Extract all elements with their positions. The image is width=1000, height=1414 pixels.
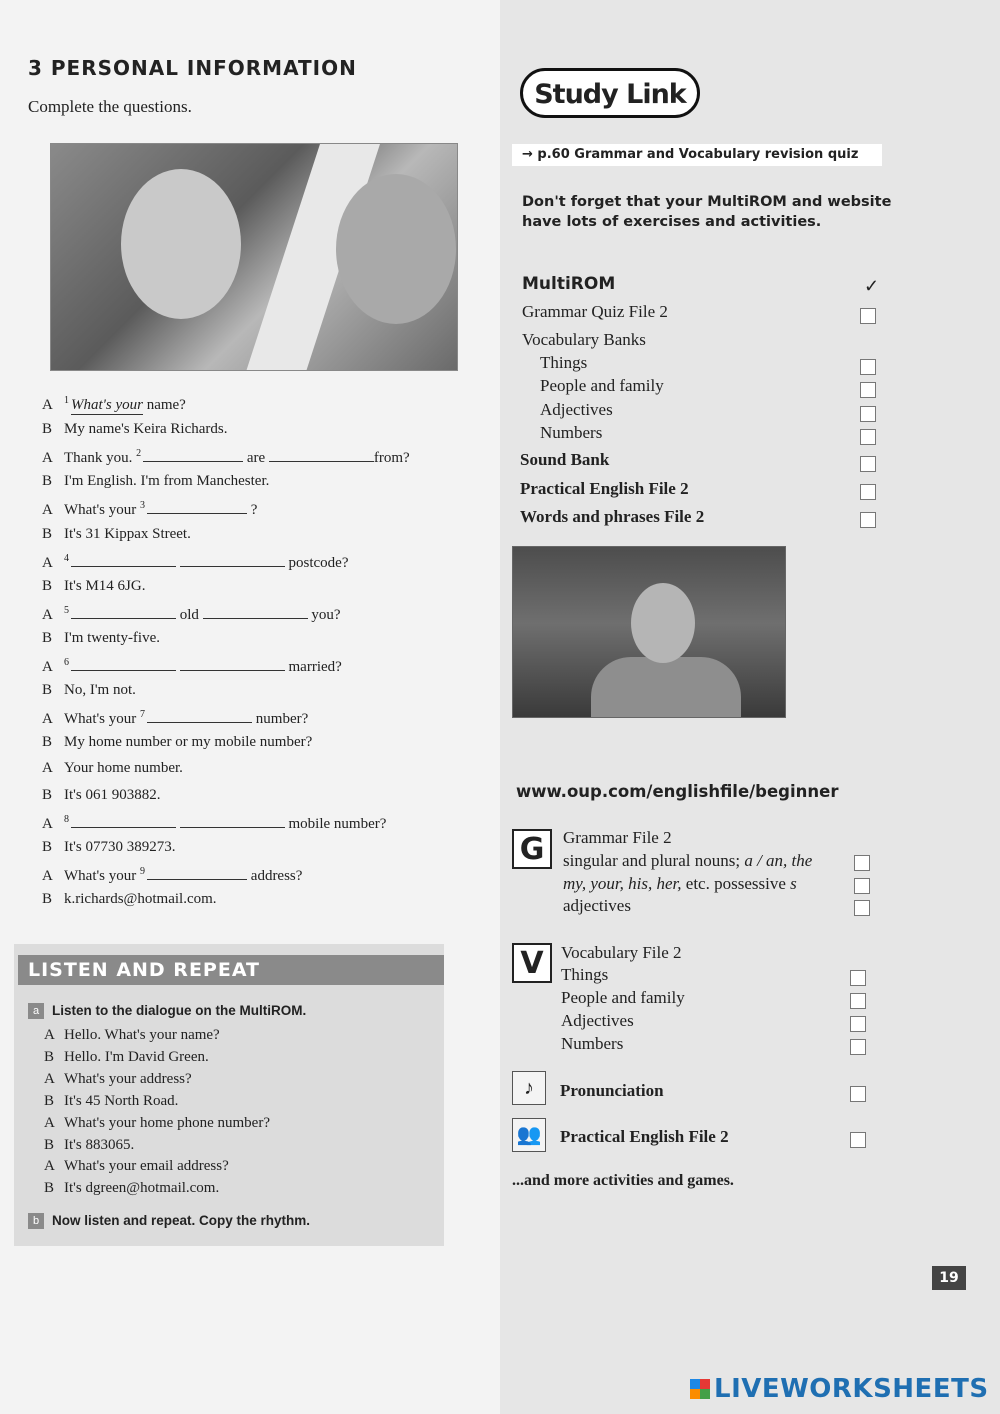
listen-line-text: What's your email address? bbox=[64, 1158, 229, 1175]
speaker-label: A bbox=[42, 760, 53, 777]
dialogue-text: Thank you. bbox=[64, 450, 137, 467]
listen-dialogue-line bbox=[44, 1180, 219, 1197]
dialogue-text: I'm twenty-five. bbox=[64, 629, 161, 646]
speaker-label: B bbox=[42, 838, 53, 855]
grammar-line-3: adjectives bbox=[563, 896, 631, 915]
dialogue-line bbox=[42, 839, 175, 856]
grammar-line-2 bbox=[563, 874, 797, 894]
dialogue-line bbox=[42, 604, 341, 624]
dont-forget-note: Don't forget that your MultiROM and website have lots of exercises and activities. bbox=[522, 194, 892, 230]
listen-instruction-b bbox=[28, 1212, 310, 1230]
question-number: 3 bbox=[140, 500, 146, 512]
speaker-label: B bbox=[42, 890, 53, 907]
answer-blank[interactable] bbox=[71, 552, 176, 567]
dialogue-text: old bbox=[176, 606, 203, 623]
speaker-label: B bbox=[42, 421, 53, 438]
speaker-label: B bbox=[42, 577, 53, 594]
checkbox-vocab-bank[interactable] bbox=[860, 359, 876, 375]
speaker-label: A bbox=[42, 397, 53, 413]
checkbox-grammar-2[interactable] bbox=[854, 878, 870, 894]
speaker-label: A bbox=[42, 554, 53, 571]
speaker-label: A bbox=[44, 1027, 55, 1043]
vocab-bank-item: Things bbox=[540, 353, 588, 372]
checkbox-vocab-bank[interactable] bbox=[860, 382, 876, 398]
checkbox-practical-english[interactable] bbox=[860, 484, 876, 500]
dialogue-text: mobile number? bbox=[284, 815, 387, 832]
checkbox-sound-bank[interactable] bbox=[860, 456, 876, 472]
dialogue-text: It's 07730 389273. bbox=[64, 838, 176, 855]
dialogue-line bbox=[42, 526, 191, 543]
dialogue-line bbox=[42, 656, 342, 676]
listen-dialogue-line bbox=[44, 1158, 229, 1175]
vocab-bank-item: People and family bbox=[540, 376, 664, 396]
question-number: 1 bbox=[64, 395, 69, 406]
checkbox-grammar-3[interactable] bbox=[854, 900, 870, 916]
vocab-file-item: Numbers bbox=[561, 1034, 624, 1053]
speaker-label: B bbox=[44, 1048, 55, 1065]
answer-blank[interactable] bbox=[147, 865, 247, 880]
more-activities: ...and more activities and games. bbox=[512, 1172, 734, 1189]
dialogue-text: married? bbox=[284, 659, 342, 675]
listen-line-text: It's 45 North Road. bbox=[64, 1092, 179, 1109]
speaker-label: A bbox=[42, 711, 53, 728]
dialogue-text: No, I'm not. bbox=[64, 682, 136, 699]
listen-line-text: It's 883065. bbox=[64, 1136, 135, 1153]
dialogue-text: you? bbox=[307, 606, 341, 623]
grammar-line-1-italic: a / an, the bbox=[744, 851, 813, 870]
dialogue-text: Your home number. bbox=[64, 760, 183, 777]
vocabulary-v-icon: V bbox=[512, 943, 552, 983]
dialogue-line bbox=[42, 499, 257, 519]
grammar-file-label: Grammar File 2 bbox=[563, 828, 672, 847]
dialogue-line bbox=[42, 760, 183, 777]
listen-instruction-b-text: Now listen and repeat. Copy the rhythm. bbox=[52, 1213, 311, 1228]
dialogue-text: What's your bbox=[64, 711, 141, 728]
checkbox-practical-english-2[interactable] bbox=[850, 1132, 866, 1148]
tick-icon: ✓ bbox=[864, 276, 880, 296]
speaker-label: A bbox=[42, 659, 53, 675]
pronunciation-label: Pronunciation bbox=[560, 1081, 664, 1100]
checkbox-vocab-file[interactable] bbox=[850, 1039, 866, 1055]
checkbox-vocab-file[interactable] bbox=[850, 1016, 866, 1032]
question-number: 5 bbox=[64, 604, 69, 616]
dialogue-line bbox=[42, 395, 186, 415]
speaker-label: A bbox=[44, 1070, 55, 1087]
answer-blank[interactable] bbox=[180, 656, 285, 671]
dialogue-text: It's 061 903882. bbox=[64, 786, 161, 803]
question-number: 6 bbox=[64, 657, 69, 668]
people-icon: 👥 bbox=[512, 1118, 546, 1152]
dialogue-text: What's your bbox=[64, 502, 141, 519]
question-number: 9 bbox=[140, 865, 146, 877]
photo-man-headset bbox=[512, 546, 786, 718]
speaker-label: B bbox=[42, 734, 53, 751]
checkbox-vocab-bank[interactable] bbox=[860, 429, 876, 445]
tag-b: b bbox=[28, 1213, 44, 1229]
grammar-g-icon: G bbox=[512, 829, 552, 869]
listen-dialogue-line bbox=[44, 1071, 192, 1088]
answer-blank[interactable] bbox=[269, 447, 374, 462]
pronunciation-icon: ♪ bbox=[512, 1071, 546, 1105]
vocab-file-item: Adjectives bbox=[561, 1011, 634, 1030]
dialogue-text: k.richards@hotmail.com. bbox=[64, 890, 217, 907]
question-number: 4 bbox=[64, 552, 69, 564]
listen-dialogue-line bbox=[44, 1027, 220, 1044]
question-number: 8 bbox=[64, 813, 69, 825]
dialogue-text: name? bbox=[142, 397, 186, 413]
listen-line-text: It's dgreen@hotmail.com. bbox=[64, 1180, 220, 1197]
page-number: 19 bbox=[932, 1266, 966, 1290]
listen-line-text: What's your home phone number? bbox=[64, 1114, 270, 1131]
checkbox-grammar-1[interactable] bbox=[854, 855, 870, 871]
answer-blank[interactable] bbox=[143, 447, 243, 462]
tag-a: a bbox=[28, 1003, 44, 1019]
liveworksheets-watermark bbox=[690, 1374, 989, 1404]
speaker-label: B bbox=[42, 786, 53, 803]
checkbox-vocab-bank[interactable] bbox=[860, 406, 876, 422]
dialogue-line bbox=[42, 630, 160, 647]
answer-blank[interactable] bbox=[147, 708, 252, 723]
dialogue-line bbox=[42, 578, 145, 595]
dialogue-text: postcode? bbox=[284, 554, 349, 571]
dialogue-text: number? bbox=[252, 711, 309, 728]
revision-quiz-link[interactable]: → p.60 Grammar and Vocabulary revision quiz bbox=[512, 144, 882, 166]
answer-blank[interactable] bbox=[180, 552, 285, 567]
website-url[interactable]: www.oup.com/englishfile/beginner bbox=[516, 782, 839, 801]
study-link-logo: Study Link bbox=[520, 68, 700, 118]
speaker-label: A bbox=[44, 1114, 55, 1131]
dialogue-line bbox=[42, 813, 386, 833]
listen-dialogue-line bbox=[44, 1093, 178, 1110]
listen-dialogue-line bbox=[44, 1049, 209, 1066]
dialogue-text: are bbox=[243, 450, 269, 467]
example-answer: What's your bbox=[71, 397, 143, 413]
instruction: Complete the questions. bbox=[28, 97, 192, 116]
listen-line-text: What's your address? bbox=[64, 1070, 192, 1087]
multirom-title: MultiROM bbox=[522, 274, 616, 294]
words-phrases-label: Words and phrases File 2 bbox=[520, 507, 705, 526]
listen-line-text: Hello. I'm David Green. bbox=[64, 1048, 209, 1065]
answer-blank[interactable] bbox=[71, 656, 176, 671]
photo-two-people-on-phone bbox=[50, 143, 458, 371]
vocab-file-item: Things bbox=[561, 965, 609, 984]
speaker-label: B bbox=[44, 1180, 55, 1197]
dialogue-text: I'm English. I'm from Manchester. bbox=[64, 473, 270, 490]
listen-line-text: Hello. What's your name? bbox=[64, 1027, 220, 1043]
speaker-label: B bbox=[42, 525, 53, 542]
speaker-label: A bbox=[42, 450, 53, 467]
listen-dialogue-line bbox=[44, 1115, 270, 1132]
vocab-banks-label: Vocabulary Banks bbox=[522, 330, 646, 349]
practical-english-label: Practical English File 2 bbox=[520, 479, 689, 498]
answer-blank[interactable] bbox=[203, 604, 308, 619]
checkbox-grammar-quiz[interactable] bbox=[860, 308, 876, 324]
dialogue-text: It's M14 6JG. bbox=[64, 577, 146, 594]
vocab-bank-item: Numbers bbox=[540, 422, 603, 442]
dialogue-text: ? bbox=[247, 502, 258, 519]
grammar-quiz-label: Grammar Quiz File 2 bbox=[522, 302, 668, 321]
dialogue-text: address? bbox=[247, 867, 303, 884]
grammar-line-1 bbox=[563, 851, 812, 871]
sound-bank-label: Sound Bank bbox=[520, 450, 610, 469]
dialogue-line bbox=[42, 708, 308, 728]
dialogue-line bbox=[42, 734, 312, 751]
speaker-label: B bbox=[42, 629, 53, 646]
speaker-label: A bbox=[42, 502, 53, 519]
liveworksheets-logo-icon bbox=[690, 1379, 710, 1399]
question-number: 7 bbox=[140, 709, 146, 721]
dialogue-text: from? bbox=[373, 450, 410, 467]
speaker-label: A bbox=[44, 1158, 55, 1175]
dialogue-text: My name's Keira Richards. bbox=[64, 421, 228, 438]
checkbox-vocab-file[interactable] bbox=[850, 993, 866, 1009]
dialogue-line bbox=[42, 421, 228, 438]
dialogue-text: What's your bbox=[64, 867, 141, 884]
dialogue-line bbox=[42, 682, 136, 699]
answer-blank[interactable] bbox=[147, 499, 247, 514]
section-title: 3 PERSONAL INFORMATION bbox=[28, 56, 357, 80]
dialogue-text: My home number or my mobile number? bbox=[64, 734, 313, 751]
listen-instruction-a bbox=[28, 1002, 306, 1020]
vocab-bank-item: Adjectives bbox=[540, 399, 613, 419]
speaker-label: A bbox=[42, 606, 53, 623]
dialogue-line bbox=[42, 552, 348, 572]
dialogue-line bbox=[42, 473, 269, 490]
answer-blank[interactable] bbox=[180, 813, 285, 828]
dialogue-text: It's 31 Kippax Street. bbox=[64, 525, 191, 542]
speaker-label: B bbox=[42, 473, 53, 490]
question-number: 2 bbox=[136, 448, 142, 460]
speaker-label: B bbox=[42, 682, 53, 699]
listen-instruction-a-text: Listen to the dialogue on the MultiROM. bbox=[52, 1003, 307, 1018]
practical-english-2-label: Practical English File 2 bbox=[560, 1127, 729, 1146]
speaker-label: A bbox=[42, 867, 53, 884]
speaker-label: B bbox=[44, 1136, 55, 1153]
speaker-label: A bbox=[42, 815, 53, 832]
vocab-file-label: Vocabulary File 2 bbox=[561, 943, 682, 962]
listen-dialogue-line bbox=[44, 1137, 134, 1154]
answer-blank[interactable] bbox=[71, 813, 176, 828]
answer-blank[interactable] bbox=[71, 604, 176, 619]
dialogue-line bbox=[42, 787, 160, 804]
speaker-label: B bbox=[44, 1092, 55, 1109]
grammar-line-1-text: singular and plural nouns; bbox=[563, 851, 745, 870]
checkbox-words-phrases[interactable] bbox=[860, 512, 876, 528]
dialogue-line bbox=[42, 447, 410, 467]
checkbox-vocab-file[interactable] bbox=[850, 970, 866, 986]
checkbox-pronunciation[interactable] bbox=[850, 1086, 866, 1102]
listen-repeat-heading: LISTEN AND REPEAT bbox=[18, 955, 444, 985]
dialogue-line bbox=[42, 865, 302, 885]
grammar-line-2-text: etc. possessive bbox=[681, 874, 791, 893]
vocab-file-item: People and family bbox=[561, 988, 685, 1007]
grammar-line-2-italic: my, your, his, her, bbox=[563, 874, 682, 893]
grammar-line-2-s: s bbox=[790, 874, 797, 893]
dialogue-line bbox=[42, 891, 217, 908]
watermark-text: LIVEWORKSHEETS bbox=[714, 1374, 989, 1404]
